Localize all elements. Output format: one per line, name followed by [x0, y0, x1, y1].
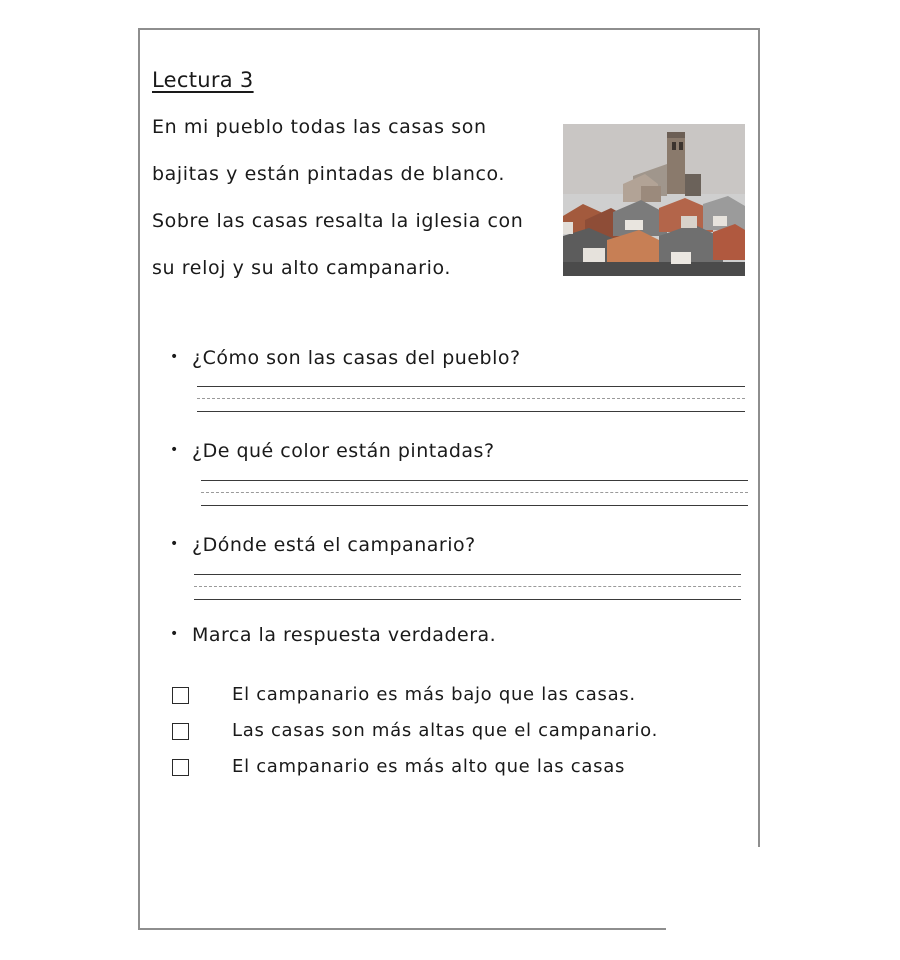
question-text: Marca la respuesta verdadera.: [192, 624, 497, 646]
question-1: [170, 347, 521, 369]
question-3: [170, 534, 476, 556]
reading-line: bajitas y están pintadas de blanco.: [152, 163, 506, 185]
question-text: ¿De qué color están pintadas?: [192, 440, 495, 462]
question-4: [170, 624, 496, 646]
option-text: El campanario es más alto que las casas: [232, 756, 626, 777]
bullet-icon: •: [170, 626, 179, 642]
question-2: [170, 440, 495, 462]
checkbox[interactable]: [172, 687, 189, 704]
bullet-icon: •: [170, 442, 179, 458]
bullet-icon: •: [170, 536, 179, 552]
option-text: Las casas son más altas que el campanario.: [232, 720, 658, 741]
reading-line: En mi pueblo todas las casas son: [152, 116, 487, 138]
checkbox[interactable]: [172, 723, 189, 740]
bullet-icon: •: [170, 349, 179, 365]
reading-line: Sobre las casas resalta la iglesia con: [152, 210, 524, 232]
reading-line: su reloj y su alto campanario.: [152, 257, 451, 279]
frame-corner-gap: [666, 847, 786, 947]
question-text: ¿Cómo son las casas del pueblo?: [192, 347, 521, 369]
worksheet-title: Lectura 3: [152, 68, 254, 92]
question-text: ¿Dónde está el campanario?: [192, 534, 476, 556]
option-text: El campanario es más bajo que las casas.: [232, 684, 636, 705]
village-church-image: [563, 124, 745, 276]
checkbox[interactable]: [172, 759, 189, 776]
